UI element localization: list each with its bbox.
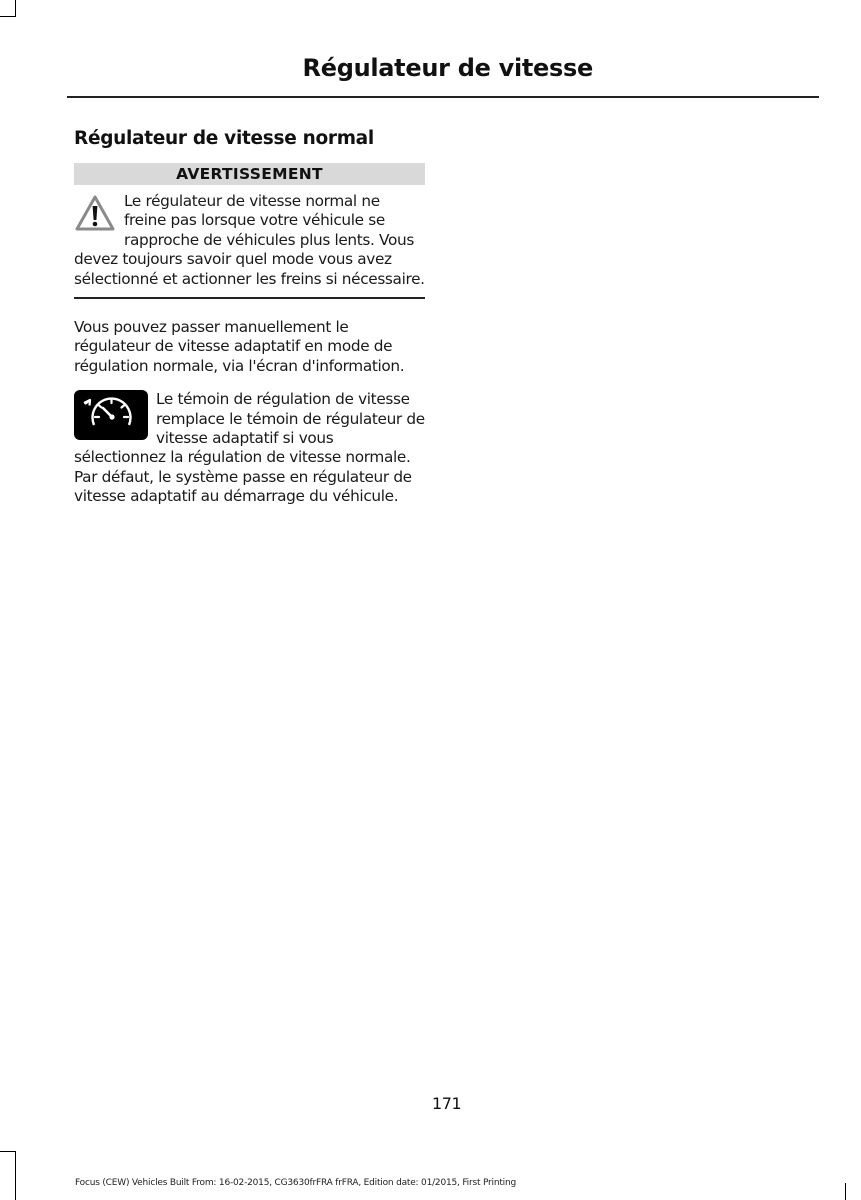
warning-banner: AVERTISSEMENT xyxy=(74,163,425,185)
body-paragraph: Vous pouvez passer manuellement le régulateur de vitesse adaptatif en mode de régulation normale, via l'écran d'information. xyxy=(74,318,405,375)
crop-mark-top-left-horizontal xyxy=(0,16,16,17)
footer-text: Focus (CEW) Vehicles Built From: 16-02-2015, CG3630frFRA frFRA, Edition date: 01/2015, First Printing xyxy=(75,1178,516,1188)
header-divider xyxy=(67,96,819,98)
crop-mark-bottom-left-vertical xyxy=(15,1151,16,1200)
content-column xyxy=(74,128,425,507)
crop-mark-bottom-right-vertical xyxy=(845,1183,846,1200)
crop-mark-top-left-vertical xyxy=(15,0,16,16)
warning-text: Le régulateur de vitesse normal ne freine pas lorsque votre véhicule se rapproche de véhicules plus lents. Vous devez toujours savoir quel mode vous avez sélectionné et actionner les freins si nécessaire. xyxy=(74,192,425,288)
section-heading: Régulateur de vitesse normal xyxy=(74,128,374,149)
page-title: Régulateur de vitesse xyxy=(302,54,593,82)
page-number: 171 xyxy=(432,1094,462,1113)
crop-mark-bottom-left-horizontal xyxy=(0,1151,16,1152)
warning-triangle-icon xyxy=(74,194,116,234)
warning-block xyxy=(74,192,425,289)
cruise-control-indicator-icon xyxy=(74,390,148,440)
indicator-block xyxy=(74,390,425,506)
indicator-text: Le témoin de régulation de vitesse remplace le témoin de régulateur de vitesse adaptatif si vous sélectionnez la régulation de vitesse normale. Par défaut, le système passe en régulateur de vitesse adaptatif au démarrage du véhicule. xyxy=(74,390,425,506)
